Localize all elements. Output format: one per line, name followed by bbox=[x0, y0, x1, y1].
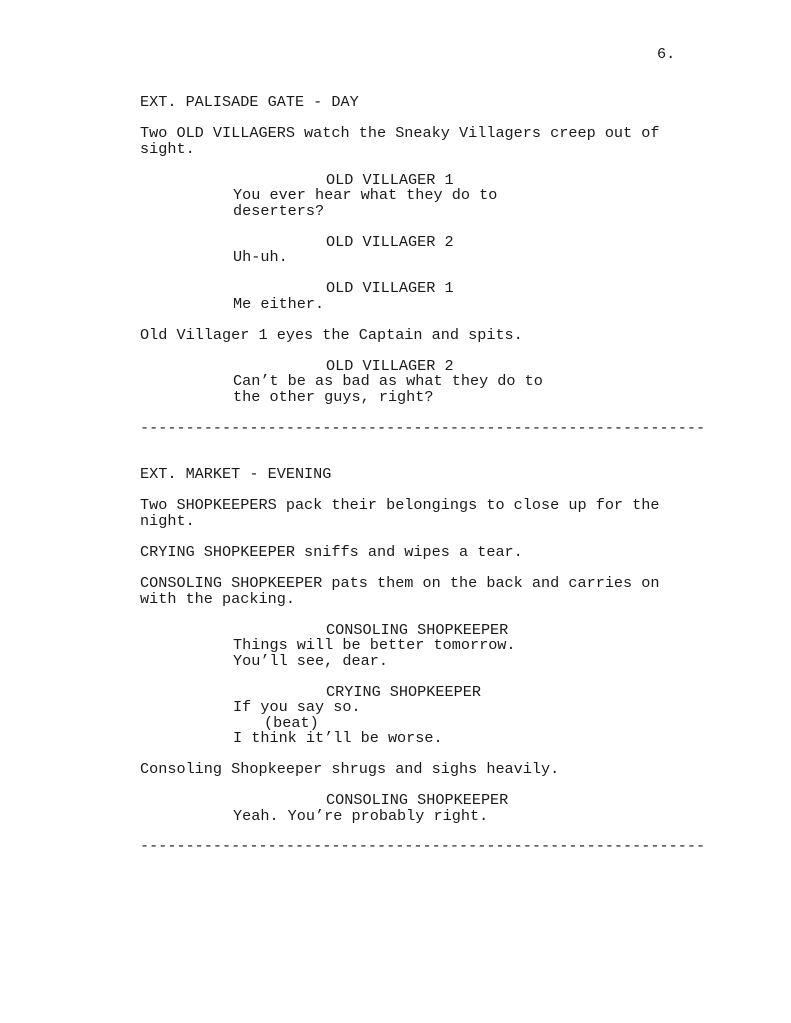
dialogue-line: Things will be better tomorrow. bbox=[233, 636, 516, 654]
character-name: CRYING SHOPKEEPER bbox=[326, 683, 481, 701]
dialogue-line: Me either. bbox=[233, 295, 325, 313]
character-name: OLD VILLAGER 2 bbox=[326, 233, 454, 251]
character-name: CONSOLING SHOPKEEPER bbox=[326, 791, 509, 809]
scene-heading: EXT. PALISADE GATE - DAY bbox=[140, 93, 359, 111]
scene-heading: EXT. MARKET - EVENING bbox=[140, 465, 332, 483]
dialogue-line: Uh-uh. bbox=[233, 248, 288, 266]
dialogue-line: You’ll see, dear. bbox=[233, 652, 388, 670]
action-line: Two OLD VILLAGERS watch the Sneaky Villagers creep out of bbox=[140, 124, 660, 142]
character-name: CONSOLING SHOPKEEPER bbox=[326, 621, 509, 639]
parenthetical: (beat) bbox=[264, 714, 319, 732]
action-line: CRYING SHOPKEEPER sniffs and wipes a tear. bbox=[140, 543, 523, 561]
dialogue-line: I think it’ll be worse. bbox=[233, 729, 443, 747]
character-name: OLD VILLAGER 2 bbox=[326, 357, 454, 375]
action-line: Two SHOPKEEPERS pack their belongings to close up for the bbox=[140, 496, 660, 514]
scene-separator: -------------------------------------------------------------- bbox=[140, 837, 706, 855]
action-line: Consoling Shopkeeper shrugs and sighs heavily. bbox=[140, 760, 560, 778]
dialogue-line: deserters? bbox=[233, 202, 325, 220]
dialogue-line: You ever hear what they do to bbox=[233, 186, 498, 204]
page-number: 6. bbox=[657, 45, 676, 63]
dialogue-line: Can’t be as bad as what they do to bbox=[233, 372, 543, 390]
scene-separator: -------------------------------------------------------------- bbox=[140, 419, 706, 437]
character-name: OLD VILLAGER 1 bbox=[326, 171, 454, 189]
action-line: Old Villager 1 eyes the Captain and spits. bbox=[140, 326, 523, 344]
character-name: OLD VILLAGER 1 bbox=[326, 279, 454, 297]
dialogue-line: If you say so. bbox=[233, 698, 361, 716]
action-line: with the packing. bbox=[140, 590, 295, 608]
action-line: CONSOLING SHOPKEEPER pats them on the back and carries on bbox=[140, 574, 660, 592]
dialogue-line: Yeah. You’re probably right. bbox=[233, 807, 489, 825]
dialogue-line: the other guys, right? bbox=[233, 388, 434, 406]
action-line: night. bbox=[140, 512, 195, 530]
action-line: sight. bbox=[140, 140, 195, 158]
